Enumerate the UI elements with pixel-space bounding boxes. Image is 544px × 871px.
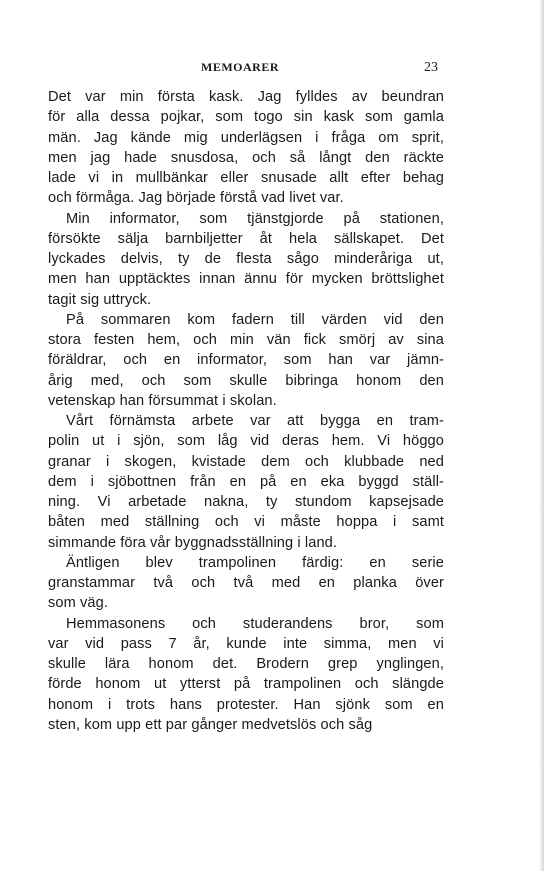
text-line: försökte sälja barnbiljetter åt hela sällskapet. Det (48, 230, 444, 247)
text-line: Vårt förnämsta arbete var att bygga en tram- (66, 413, 444, 429)
text-line: simmande föra vår byggnadsställning i land. (48, 534, 338, 551)
text-line: och förmåga. Jag började förstå vad livet var. (48, 190, 344, 207)
text-line: sten, kom upp ett par gånger medvetslös och såg (48, 716, 373, 733)
running-head (0, 60, 544, 78)
paragraph (48, 614, 444, 736)
text-line: men jag hade snusdosa, och så långt den räckte (48, 149, 444, 166)
text-line: stora festen hem, och min vän fick smörj av sina (48, 332, 444, 348)
text-line: lyckades delvis, ty de flesta sågo minderåriga ut, (48, 251, 444, 267)
text-line: var vid pass 7 år, kunde inte simma, men vi (48, 635, 444, 652)
text-line: för alla dessa pojkar, som togo sin kask som gamla (48, 109, 444, 126)
text-line: granar i skogen, kvistade dem och klubbade ned (48, 453, 444, 470)
text-line: Hemmasonens och studerandens bror, som (66, 615, 444, 632)
text-line: förde honom ut ytterst på trampolinen och slängde (48, 676, 444, 693)
running-title: MEMOARER (201, 60, 279, 74)
text-line-wrapped: men han upptäcktes innan ännu för mycken bröttslighet tagit sig uttryck. (48, 271, 444, 308)
text-line: Det var min första kask. Jag fylldes av beundran (48, 89, 444, 105)
text-line: som väg. (48, 595, 109, 612)
text-line: granstammar två och två med en planka över (48, 575, 444, 591)
text-line: män. Jag kände mig underlägsen i fråga om sprit, (48, 129, 444, 146)
paragraph (48, 310, 444, 411)
paragraph (48, 209, 444, 310)
text-line: skulle lära honom det. Brodern grep ynglingen, (48, 656, 444, 672)
paragraph (48, 411, 444, 553)
text-line: polin ut i sjön, som låg vid deras hem. Vi höggo (48, 433, 444, 450)
text-line: honom i trots hans protester. Han sjönk som en (48, 696, 444, 713)
paragraph (48, 553, 444, 614)
text-line: föräldrar, och en informator, som han var jämn- (48, 352, 444, 369)
text-line: Äntligen blev trampolinen färdig: en serie (66, 554, 444, 571)
body-text (48, 87, 444, 735)
paragraph (48, 87, 444, 209)
text-line: vetenskap han försummat i skolan. (48, 392, 277, 409)
page-number: 23 (424, 60, 438, 75)
text-line: båten med ställning och vi måste hoppa i samt (48, 514, 444, 531)
text-line: ning. Vi arbetade nakna, ty stundom kapsejsade (48, 494, 444, 510)
text-line: lade vi in mullbänkar eller snusade allt efter behag (48, 170, 444, 186)
page-edge (540, 0, 544, 871)
text-line: årig med, och som skulle bibringa honom den (48, 372, 444, 389)
text-line: dem i sjöbottnen från en på en eka byggd ställ- (48, 473, 444, 490)
text-line: På sommaren kom fadern till värden vid den (66, 311, 444, 328)
text-line: Min informator, som tjänstgjorde på stationen, (66, 210, 444, 227)
